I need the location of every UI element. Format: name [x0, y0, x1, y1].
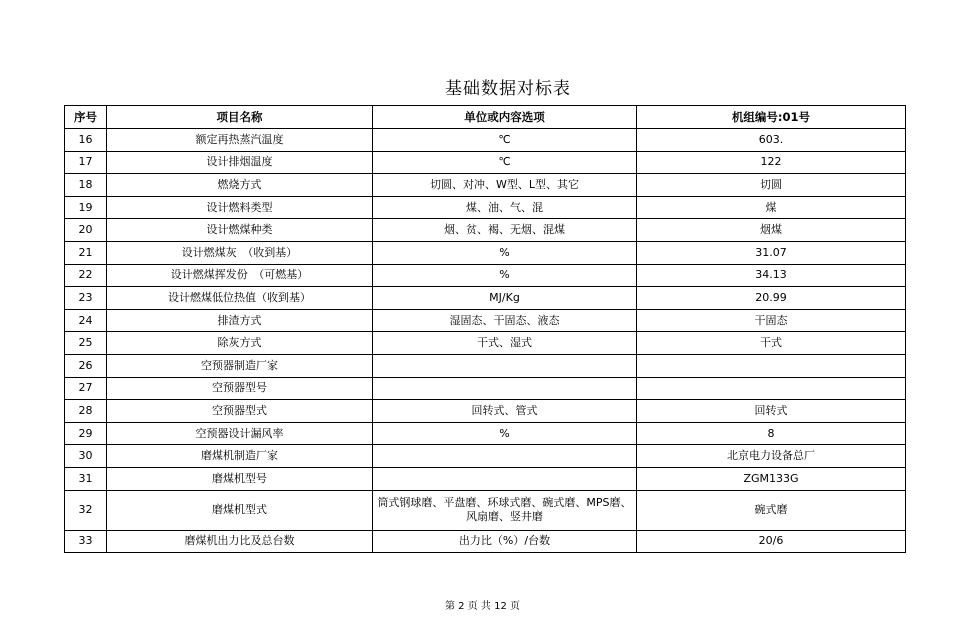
cell-item-name: 空预器设计漏风率 [107, 422, 373, 445]
cell-unit-options [373, 354, 637, 377]
cell-value: 603. [637, 129, 906, 152]
cell-item-name: 设计燃煤灰 （收到基） [107, 241, 373, 264]
cell-serial: 27 [65, 377, 107, 400]
cell-value [637, 377, 906, 400]
cell-serial: 33 [65, 530, 107, 553]
cell-value: 34.13 [637, 264, 906, 287]
cell-value: 回转式 [637, 400, 906, 423]
cell-serial: 16 [65, 129, 107, 152]
cell-value: 8 [637, 422, 906, 445]
page-footer: 第 2 页 共 12 页 [445, 601, 520, 612]
cell-item-name: 设计燃煤挥发份 （可燃基） [107, 264, 373, 287]
document-title: 基础数据对标表 [445, 79, 571, 99]
cell-value: 烟煤 [637, 219, 906, 242]
table-row [65, 490, 906, 530]
cell-unit-options: % [373, 241, 637, 264]
cell-item-name: 额定再热蒸汽温度 [107, 129, 373, 152]
cell-item-name: 除灰方式 [107, 332, 373, 355]
cell-serial: 18 [65, 174, 107, 197]
cell-serial: 30 [65, 445, 107, 468]
cell-unit-options: 回转式、管式 [373, 400, 637, 423]
header-serial: 序号 [65, 106, 107, 129]
table-row [65, 151, 906, 174]
cell-value [637, 354, 906, 377]
header-item-name: 项目名称 [107, 106, 373, 129]
table-row [65, 445, 906, 468]
cell-serial: 31 [65, 467, 107, 490]
cell-item-name: 磨煤机制造厂家 [107, 445, 373, 468]
cell-unit-options: % [373, 422, 637, 445]
cell-value: 122 [637, 151, 906, 174]
cell-value: 干式 [637, 332, 906, 355]
cell-value: 20/6 [637, 530, 906, 553]
table-row [65, 530, 906, 553]
cell-serial: 22 [65, 264, 107, 287]
cell-unit-options: 出力比（%）/台数 [373, 530, 637, 553]
cell-unit-options: MJ/Kg [373, 287, 637, 310]
cell-item-name: 设计燃煤种类 [107, 219, 373, 242]
table-row [65, 264, 906, 287]
cell-unit-options: 切圆、对冲、W型、L型、其它 [373, 174, 637, 197]
table-row [65, 400, 906, 423]
cell-item-name: 空预器型式 [107, 400, 373, 423]
cell-serial: 32 [65, 490, 107, 530]
cell-item-name: 设计燃煤低位热值（收到基） [107, 287, 373, 310]
table-row [65, 354, 906, 377]
cell-serial: 17 [65, 151, 107, 174]
header-unit-options: 单位或内容选项 [373, 106, 637, 129]
cell-unit-options: 煤、油、气、混 [373, 196, 637, 219]
cell-serial: 19 [65, 196, 107, 219]
table-row [65, 196, 906, 219]
cell-item-name: 排渣方式 [107, 309, 373, 332]
cell-value: 31.07 [637, 241, 906, 264]
cell-unit-options: 烟、贫、褐、无烟、混煤 [373, 219, 637, 242]
cell-value: 北京电力设备总厂 [637, 445, 906, 468]
cell-unit-options [373, 377, 637, 400]
cell-serial: 24 [65, 309, 107, 332]
cell-value: 切圆 [637, 174, 906, 197]
cell-serial: 29 [65, 422, 107, 445]
table-row [65, 422, 906, 445]
table-row [65, 377, 906, 400]
table-header-row [65, 106, 906, 129]
cell-serial: 21 [65, 241, 107, 264]
cell-unit-options: 筒式钢球磨、平盘磨、环球式磨、碗式磨、MPS磨、风扇磨、竖井磨 [373, 490, 637, 530]
cell-item-name: 空预器型号 [107, 377, 373, 400]
table-row [65, 332, 906, 355]
cell-unit-options: 湿固态、干固态、液态 [373, 309, 637, 332]
cell-unit-options: ℃ [373, 129, 637, 152]
cell-item-name: 磨煤机型号 [107, 467, 373, 490]
cell-item-name: 设计燃料类型 [107, 196, 373, 219]
cell-unit-options [373, 445, 637, 468]
table-row [65, 467, 906, 490]
cell-unit-options: ℃ [373, 151, 637, 174]
cell-value: ZGM133G [637, 467, 906, 490]
cell-item-name: 磨煤机出力比及总台数 [107, 530, 373, 553]
cell-item-name: 设计排烟温度 [107, 151, 373, 174]
cell-unit-options: 干式、湿式 [373, 332, 637, 355]
table-row [65, 174, 906, 197]
cell-unit-options [373, 467, 637, 490]
cell-serial: 23 [65, 287, 107, 310]
cell-serial: 28 [65, 400, 107, 423]
cell-value: 干固态 [637, 309, 906, 332]
benchmark-table [64, 105, 906, 553]
cell-item-name: 磨煤机型式 [107, 490, 373, 530]
cell-serial: 20 [65, 219, 107, 242]
cell-value: 碗式磨 [637, 490, 906, 530]
table-row [65, 241, 906, 264]
cell-item-name: 空预器制造厂家 [107, 354, 373, 377]
cell-item-name: 燃烧方式 [107, 174, 373, 197]
header-unit-number: 机组编号:01号 [637, 106, 906, 129]
cell-serial: 25 [65, 332, 107, 355]
table-row [65, 309, 906, 332]
table-row [65, 219, 906, 242]
cell-value: 煤 [637, 196, 906, 219]
table-row [65, 129, 906, 152]
cell-value: 20.99 [637, 287, 906, 310]
cell-unit-options: % [373, 264, 637, 287]
table-row [65, 287, 906, 310]
cell-serial: 26 [65, 354, 107, 377]
